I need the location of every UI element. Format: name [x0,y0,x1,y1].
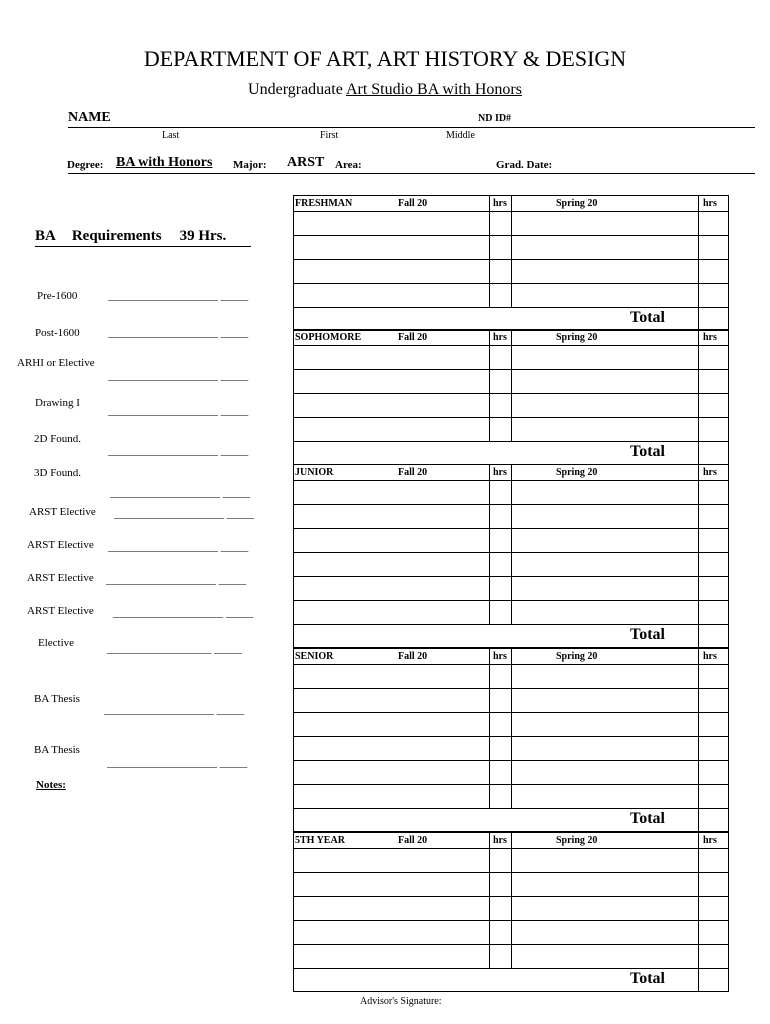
year-name: SOPHOMORE [295,332,362,343]
fall-course-cell[interactable] [293,211,489,235]
year-name: FRESHMAN [295,198,353,209]
area-label: Area: [335,159,362,171]
fall-course-cell[interactable] [293,760,489,784]
req-label: 3D Found. [34,467,82,479]
spring-hrs-cell[interactable] [698,283,729,307]
fall-hrs-label: hrs [493,332,507,343]
fall-hrs-cell[interactable] [489,848,511,872]
fall-hrs-cell[interactable] [489,920,511,944]
fall-label: Fall 20 [398,198,428,209]
column-divider [698,464,699,624]
fall-hrs-cell[interactable] [489,235,511,259]
row-line [293,968,729,969]
year-table-junior [293,464,729,648]
fall-course-cell[interactable] [293,896,489,920]
fall-course-cell[interactable] [293,345,489,369]
spring-hrs-cell[interactable] [698,712,729,736]
total-hrs-cell[interactable] [698,624,729,648]
spring-course-cell[interactable] [511,393,698,417]
spring-hrs-cell[interactable] [698,211,729,235]
fall-hrs-cell[interactable] [489,552,511,576]
fall-hrs-label: hrs [493,651,507,662]
fall-hrs-label: hrs [493,467,507,478]
fall-hrs-cell[interactable] [489,784,511,808]
fall-hrs-cell[interactable] [489,688,511,712]
subtitle-program: Art Studio BA with Honors [345,81,522,98]
spring-label: Spring 20 [556,651,598,662]
spring-label: Spring 20 [556,332,598,343]
total-label: Total [630,810,665,827]
req-line: ___________________ _____ [107,643,242,655]
fall-course-cell[interactable] [293,504,489,528]
spring-course-cell[interactable] [511,944,698,968]
degree-label: Degree: [67,159,104,171]
column-divider [698,195,699,307]
spring-hrs-cell[interactable] [698,872,729,896]
fall-course-cell[interactable] [293,552,489,576]
fall-course-cell[interactable] [293,369,489,393]
req-line: ____________________ _____ [110,487,251,499]
major-value: ARST [287,155,325,170]
year-name: SENIOR [295,651,334,662]
subtitle-prefix: Undergraduate [248,81,346,98]
total-label: Total [630,443,665,460]
spring-hrs-cell[interactable] [698,848,729,872]
spring-course-cell[interactable] [511,920,698,944]
spring-course-cell[interactable] [511,552,698,576]
spring-hrs-label: hrs [703,651,717,662]
spring-hrs-cell[interactable] [698,688,729,712]
req-line: ____________________ _____ [108,290,249,302]
fall-hrs-cell[interactable] [489,944,511,968]
fall-course-cell[interactable] [293,784,489,808]
column-divider [511,195,512,307]
advisor-signature-label: Advisor's Signature: [360,996,442,1007]
fall-hrs-cell[interactable] [489,712,511,736]
spring-hrs-cell[interactable] [698,369,729,393]
fall-course-cell[interactable] [293,480,489,504]
fall-course-cell[interactable] [293,600,489,624]
req-label: ARST Elective [29,506,96,518]
spring-course-cell[interactable] [511,345,698,369]
fall-hrs-cell[interactable] [489,664,511,688]
spring-hrs-cell[interactable] [698,480,729,504]
spring-hrs-label: hrs [703,467,717,478]
fall-course-cell[interactable] [293,235,489,259]
fall-hrs-cell[interactable] [489,345,511,369]
req-heading-hrs: 39 Hrs. [179,228,227,244]
spring-course-cell[interactable] [511,872,698,896]
fall-course-cell[interactable] [293,417,489,441]
requirements-heading-underline [35,246,251,247]
req-label: ARHI or Elective [17,357,95,369]
year-table-freshman [293,195,729,331]
req-label: BA Thesis [34,693,80,705]
spring-hrs-cell[interactable] [698,235,729,259]
spring-hrs-cell[interactable] [698,944,729,968]
year-name: JUNIOR [295,467,334,478]
fall-hrs-cell[interactable] [489,283,511,307]
spring-course-cell[interactable] [511,576,698,600]
spring-course-cell[interactable] [511,283,698,307]
column-divider [511,464,512,624]
fall-hrs-cell[interactable] [489,896,511,920]
fall-course-cell[interactable] [293,688,489,712]
fall-course-cell[interactable] [293,528,489,552]
req-line: ____________________ _____ [106,574,247,586]
year-table-sophomore [293,329,729,465]
fall-label: Fall 20 [398,651,428,662]
spring-label: Spring 20 [556,198,598,209]
fall-hrs-cell[interactable] [489,259,511,283]
spring-label: Spring 20 [556,467,598,478]
spring-hrs-label: hrs [703,332,717,343]
spring-hrs-cell[interactable] [698,664,729,688]
spring-hrs-cell[interactable] [698,504,729,528]
fall-course-cell[interactable] [293,283,489,307]
grad-date-label: Grad. Date: [496,159,553,171]
spring-course-cell[interactable] [511,736,698,760]
year-table-senior [293,648,729,832]
req-line: ____________________ _____ [108,405,249,417]
fall-course-cell[interactable] [293,848,489,872]
req-label: ARST Elective [27,605,94,617]
req-label: Drawing I [35,397,80,409]
fall-hrs-cell[interactable] [489,480,511,504]
fall-course-cell[interactable] [293,664,489,688]
req-heading-req: Requirements [71,228,162,244]
spring-course-cell[interactable] [511,712,698,736]
row-line [293,624,729,625]
fall-hrs-label: hrs [493,835,507,846]
fall-course-cell[interactable] [293,944,489,968]
req-line: ____________________ _____ [113,607,254,619]
spring-course-cell[interactable] [511,259,698,283]
req-label: ARST Elective [27,572,94,584]
total-label: Total [630,309,665,326]
spring-hrs-cell[interactable] [698,896,729,920]
notes-label: Notes: [36,779,66,791]
nd-id-label: ND ID# [478,113,512,124]
spring-hrs-cell[interactable] [698,784,729,808]
fall-label: Fall 20 [398,835,428,846]
fall-course-cell[interactable] [293,920,489,944]
spring-course-cell[interactable] [511,504,698,528]
req-label: BA Thesis [34,744,80,756]
column-divider [698,648,699,808]
spring-course-cell[interactable] [511,369,698,393]
req-label: Pre-1600 [37,290,78,302]
total-hrs-cell[interactable] [698,808,729,832]
row-line [293,307,729,308]
spring-course-cell[interactable] [511,528,698,552]
spring-course-cell[interactable] [511,784,698,808]
req-label: Elective [38,637,75,649]
column-divider [698,832,699,968]
column-divider [489,648,490,808]
total-hrs-cell[interactable] [698,441,729,465]
fall-hrs-cell[interactable] [489,600,511,624]
fall-hrs-cell[interactable] [489,576,511,600]
fall-hrs-cell[interactable] [489,417,511,441]
degree-underline [68,173,755,174]
fall-label: Fall 20 [398,332,428,343]
year-table-5th-year [293,832,729,992]
total-label: Total [630,970,665,987]
req-label: ARST Elective [27,539,94,551]
fall-hrs-cell[interactable] [489,393,511,417]
row-line [293,441,729,442]
last-label: Last [162,130,180,141]
req-line: ____________________ _____ [104,704,245,716]
degree-value: BA with Honors [116,155,213,170]
page-subtitle [0,81,770,99]
req-line: ____________________ _____ [108,370,249,382]
fall-hrs-cell[interactable] [489,504,511,528]
fall-course-cell[interactable] [293,576,489,600]
spring-hrs-cell[interactable] [698,576,729,600]
fall-course-cell[interactable] [293,259,489,283]
fall-course-cell[interactable] [293,712,489,736]
req-label: 2D Found. [34,433,82,445]
spring-course-cell[interactable] [511,480,698,504]
spring-hrs-label: hrs [703,835,717,846]
spring-hrs-cell[interactable] [698,760,729,784]
req-label: Post-1600 [35,327,80,339]
spring-hrs-cell[interactable] [698,528,729,552]
spring-course-cell[interactable] [511,688,698,712]
name-label: NAME [68,110,111,125]
spring-hrs-cell[interactable] [698,736,729,760]
column-divider [511,648,512,808]
spring-course-cell[interactable] [511,760,698,784]
major-label: Major: [233,159,267,171]
total-hrs-cell[interactable] [698,307,729,331]
fall-course-cell[interactable] [293,872,489,896]
spring-course-cell[interactable] [511,235,698,259]
fall-hrs-label: hrs [493,198,507,209]
fall-label: Fall 20 [398,467,428,478]
spring-hrs-cell[interactable] [698,259,729,283]
column-divider [489,195,490,307]
requirements-heading [35,228,226,245]
spring-hrs-cell[interactable] [698,345,729,369]
fall-hrs-cell[interactable] [489,211,511,235]
req-line: ____________________ _____ [107,757,248,769]
req-heading-ba: BA [35,228,56,244]
spring-course-cell[interactable] [511,600,698,624]
spring-hrs-cell[interactable] [698,417,729,441]
spring-hrs-cell[interactable] [698,600,729,624]
fall-hrs-cell[interactable] [489,760,511,784]
req-line: ____________________ _____ [108,541,249,553]
first-label: First [320,130,339,141]
name-underline [68,127,755,128]
page-title: DEPARTMENT OF ART, ART HISTORY & DESIGN [143,46,627,71]
fall-course-cell[interactable] [293,736,489,760]
row-line [293,808,729,809]
column-divider [511,832,512,968]
fall-course-cell[interactable] [293,393,489,417]
total-label: Total [630,626,665,643]
spring-course-cell[interactable] [511,664,698,688]
fall-hrs-cell[interactable] [489,528,511,552]
fall-hrs-cell[interactable] [489,872,511,896]
fall-hrs-cell[interactable] [489,736,511,760]
spring-course-cell[interactable] [511,417,698,441]
spring-hrs-cell[interactable] [698,552,729,576]
column-divider [698,329,699,441]
spring-label: Spring 20 [556,835,598,846]
column-divider [511,329,512,441]
spring-hrs-label: hrs [703,198,717,209]
req-line: ____________________ _____ [108,445,249,457]
spring-hrs-cell[interactable] [698,920,729,944]
total-hrs-cell[interactable] [698,968,729,992]
spring-course-cell[interactable] [511,896,698,920]
year-name: 5TH YEAR [295,835,345,846]
req-line: ____________________ _____ [108,327,249,339]
column-divider [489,832,490,968]
column-divider [489,464,490,624]
spring-course-cell[interactable] [511,848,698,872]
req-line: ____________________ _____ [114,508,255,520]
spring-hrs-cell[interactable] [698,393,729,417]
fall-hrs-cell[interactable] [489,369,511,393]
middle-label: Middle [446,130,475,141]
column-divider [489,329,490,441]
spring-course-cell[interactable] [511,211,698,235]
